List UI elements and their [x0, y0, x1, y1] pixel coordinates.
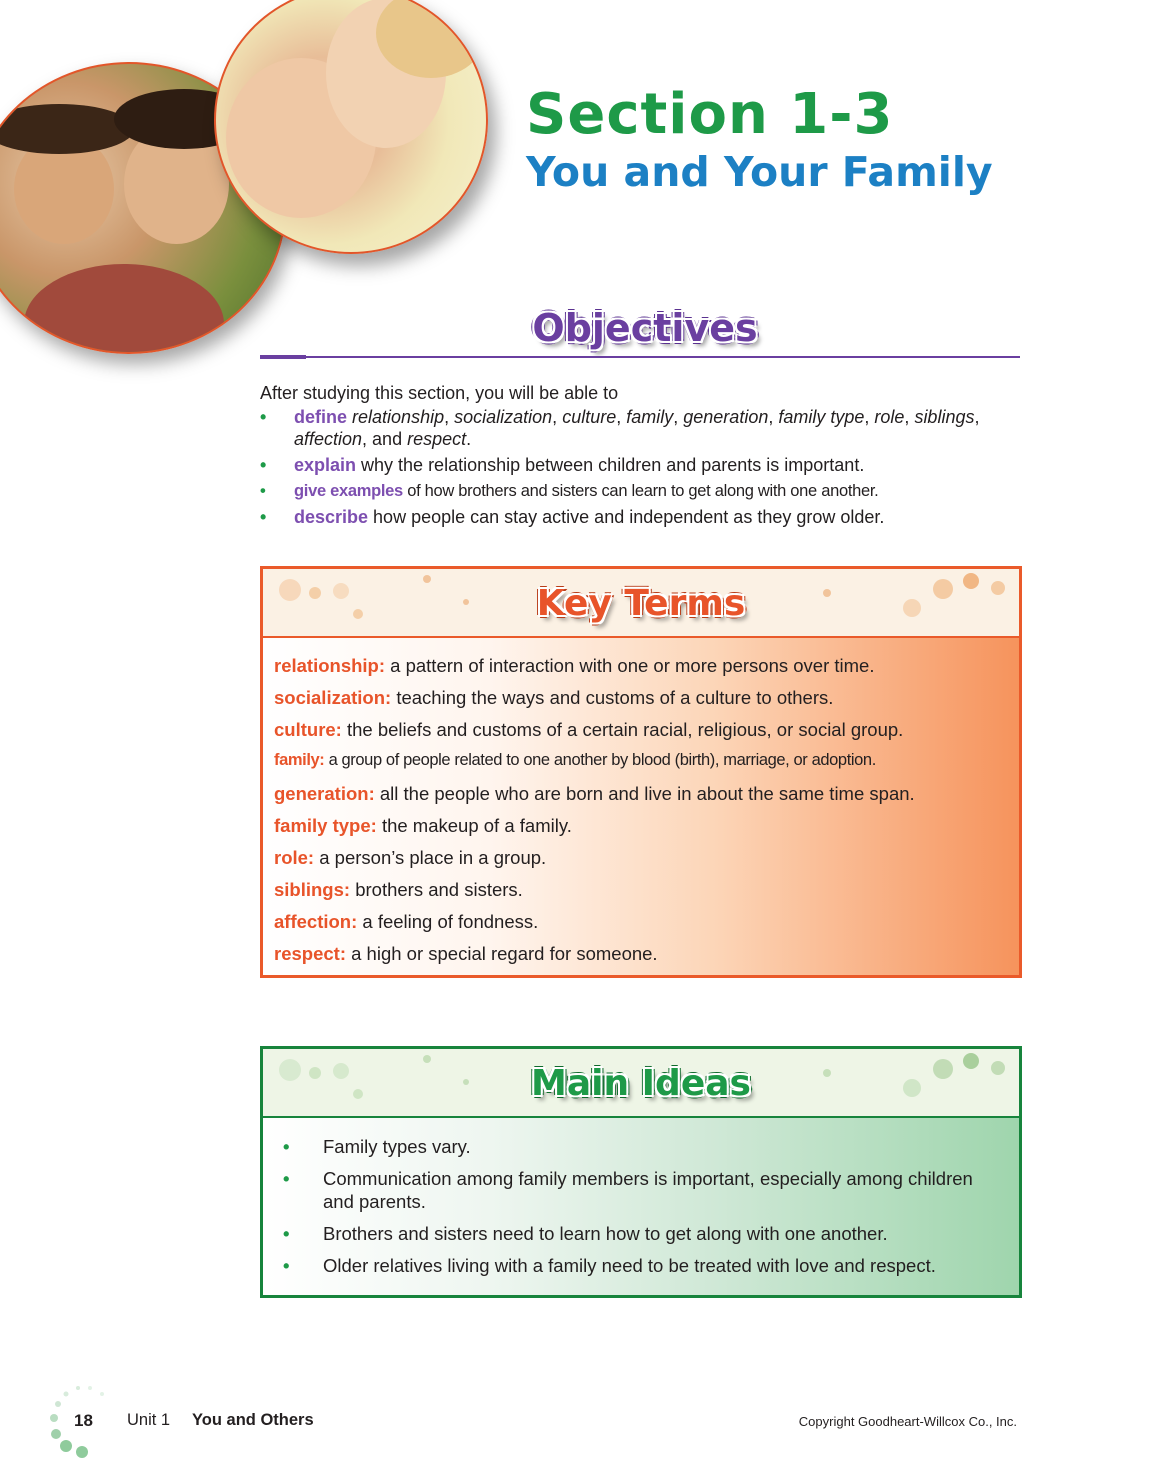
key-term: generation: [274, 783, 375, 804]
section-title: You and Your Family [526, 148, 993, 196]
key-term: role: [274, 847, 315, 868]
vocabulary-word: culture [562, 407, 617, 427]
objective-text-fragment: , [673, 407, 684, 427]
main-ideas-box [260, 1046, 1022, 1298]
objective-text: why the relationship between children and parents is important. [356, 455, 865, 475]
key-term-item [274, 815, 1019, 847]
key-term-definition: a group of people related to one another by blood (birth), marriage, or adoption. [324, 751, 876, 769]
decorative-dot [423, 575, 431, 583]
objective-text [294, 407, 979, 449]
bullet-icon: • [283, 1255, 290, 1276]
vocabulary-word: affection [294, 429, 363, 449]
main-ideas-heading: Main Ideas [531, 1063, 751, 1104]
vocabulary-word: generation [683, 407, 769, 427]
key-term-item [274, 783, 1019, 815]
objective-item [260, 454, 1040, 476]
key-term: family type: [274, 815, 377, 836]
vocabulary-word: siblings [914, 407, 975, 427]
key-term-definition: brothers and sisters. [350, 879, 523, 900]
main-idea-item [283, 1254, 1003, 1277]
bullet-icon: • [260, 407, 267, 427]
main-idea-item [283, 1222, 1003, 1245]
objective-item [260, 406, 1040, 450]
objective-verb: give examples [294, 482, 403, 500]
key-term-item [274, 911, 1019, 943]
key-terms-list [274, 655, 1019, 975]
vocabulary-word: family type [778, 407, 865, 427]
objective-item [260, 480, 1040, 502]
bullet-icon: • [283, 1136, 290, 1157]
key-term-definition: the beliefs and customs of a certain racial, religious, or social group. [341, 719, 904, 740]
key-term-item [274, 655, 1019, 687]
objective-verb: explain [294, 455, 357, 475]
key-term-item [274, 751, 1019, 783]
bullet-icon: • [283, 1223, 290, 1244]
key-term: socialization: [274, 687, 392, 708]
objectives-heading: Objectives [532, 306, 758, 350]
key-term-definition: a feeling of fondness. [357, 911, 539, 932]
vocabulary-word: family [626, 407, 674, 427]
section-number: Section 1-3 [526, 82, 894, 147]
objective-text: how people can stay active and independent as they grow older. [368, 507, 885, 527]
main-ideas-header [263, 1049, 1019, 1118]
key-term-item [274, 879, 1019, 911]
objectives-rule [260, 356, 1020, 358]
key-term: respect: [274, 943, 346, 964]
objective-text-fragment: , [768, 407, 779, 427]
objective-text-fragment: , [974, 407, 980, 427]
copyright-notice: Copyright Goodheart-Willcox Co., Inc. [798, 1414, 1017, 1429]
key-terms-box [260, 566, 1022, 978]
objective-verb: define [294, 407, 348, 427]
key-term-definition: all the people who are born and live in about the same time span. [374, 783, 915, 804]
vocabulary-word: respect [407, 429, 467, 449]
key-term-item [274, 687, 1019, 719]
vocabulary-word: role [874, 407, 905, 427]
main-ideas-list [283, 1135, 1003, 1286]
main-idea-text: Communication among family members is important, especially among children and parents. [323, 1168, 973, 1212]
unit-label: Unit 1 [127, 1411, 171, 1429]
main-idea-text: Brothers and sisters need to learn how to get along with one another. [323, 1223, 888, 1244]
key-term: affection: [274, 911, 358, 932]
objective-item [260, 506, 1040, 528]
decorative-dot [423, 1055, 431, 1063]
objective-text-fragment: . [466, 429, 472, 449]
objective-text: of how brothers and sisters can learn to get along with one another. [402, 482, 879, 500]
bullet-icon: • [260, 482, 266, 500]
key-term-definition: teaching the ways and customs of a culture to others. [391, 687, 834, 708]
objective-text-fragment: , [864, 407, 875, 427]
key-terms-header [263, 569, 1019, 638]
key-term: siblings: [274, 879, 351, 900]
objective-text-fragment: , [616, 407, 627, 427]
main-idea-item [283, 1167, 1003, 1213]
objective-text-fragment: , [552, 407, 563, 427]
vocabulary-word: socialization [454, 407, 553, 427]
key-term-definition: a high or special regard for someone. [345, 943, 658, 964]
key-term-item [274, 943, 1019, 975]
main-idea-item [283, 1135, 1003, 1158]
objectives-intro: After studying this section, you will be able to [260, 383, 619, 403]
main-idea-text: Family types vary. [323, 1136, 471, 1157]
main-idea-text: Older relatives living with a family need to be treated with love and respect. [323, 1255, 936, 1276]
key-terms-heading: Key Terms [536, 583, 746, 624]
vocabulary-word: relationship [352, 407, 445, 427]
key-term-item [274, 719, 1019, 751]
key-term-definition: the makeup of a family. [376, 815, 572, 836]
bullet-icon: • [283, 1168, 290, 1189]
mother-kissing-baby-photo [214, 0, 488, 254]
key-term-definition: a person’s place in a group. [314, 847, 547, 868]
unit-title: You and Others [192, 1411, 314, 1429]
objective-verb: describe [294, 507, 369, 527]
key-term-item [274, 847, 1019, 879]
key-term-definition: a pattern of interaction with one or more persons over time. [385, 655, 875, 676]
objective-text-fragment: , and [362, 429, 408, 449]
objective-text-fragment: , [444, 407, 455, 427]
key-term: family: [274, 751, 325, 769]
key-term: relationship: [274, 655, 386, 676]
bullet-icon: • [260, 507, 267, 527]
page-number: 18 [74, 1411, 93, 1430]
key-term: culture: [274, 719, 342, 740]
objectives-list [260, 406, 1040, 532]
objective-text-fragment: , [904, 407, 915, 427]
bullet-icon: • [260, 455, 267, 475]
